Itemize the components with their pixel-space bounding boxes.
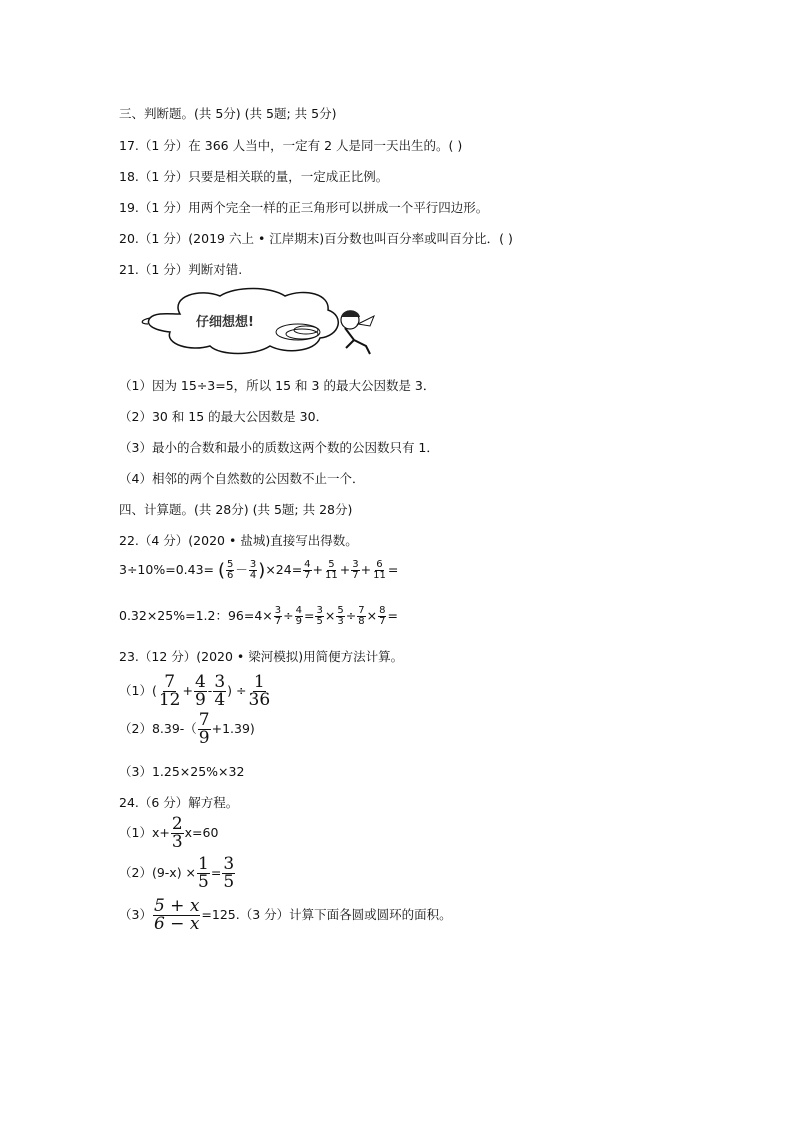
fraction: $\frac{5 + x}{6 - x}$ <box>153 896 200 934</box>
q23-part-1: （1）( $\frac{7}{12}$ + $\frac{4}{9}$ - $\frac{3}{4}$ ) ÷ $\frac{1}{36}$ <box>119 672 271 710</box>
fraction: $\frac{1}{36}$ <box>248 672 271 710</box>
q23-part-3: （3）1.25×25%×32 <box>119 764 245 779</box>
question-22: 22.（4 分）(2020 • 盐城)直接写出得数。 <box>119 533 358 548</box>
q24-part-2: （2）(9-x) × $\frac{1}{5}$ = $\frac{3}{5}$ <box>119 854 235 892</box>
q22-r1-a: 3÷10%= <box>119 562 176 577</box>
q21-item-3: （3）最小的合数和最小的质数这两个数的公因数只有 1． <box>119 440 439 455</box>
fraction: $\frac{4}{9}$ <box>295 605 302 627</box>
fraction: $\frac{3}{7}$ <box>352 559 359 581</box>
fraction: $\frac{3}{7}$ <box>274 605 282 627</box>
q21-item-1: （1）因为 15÷3=5，所以 15 和 3 的最大公因数是 3． <box>119 378 436 393</box>
q21-item-2: （2）30 和 15 的最大公因数是 30． <box>119 409 329 424</box>
question-24: 24.（6 分）解方程。 <box>119 795 239 810</box>
fraction: $\frac{7}{8}$ <box>358 605 365 627</box>
thinking-cloud-illustration <box>140 284 390 364</box>
fraction: $\frac{3}{5}$ <box>223 854 235 892</box>
question-17: 17.（1 分）在 366 人当中，一定有 2 人是同一天出生的。( ) <box>119 138 463 153</box>
fraction: $\frac{3}{4}$ <box>249 559 257 581</box>
q21-item-4: （4）相邻的两个自然数的公因数不止一个． <box>119 471 365 486</box>
q23-part-2: （2）8.39-（ $\frac{7}{9}$ +1.39) <box>119 710 255 748</box>
fraction: $\frac{4}{7}$ <box>304 559 311 581</box>
cloud-text: 仔细想想! <box>196 315 254 330</box>
question-19: 19.（1 分）用两个完全一样的正三角形可以拼成一个平行四边形。 <box>119 200 489 215</box>
question-23: 23.（12 分）(2020 • 梁河模拟)用简便方法计算。 <box>119 649 404 664</box>
question-20: 20.（1 分）(2019 六上 • 江岸期末)百分数也叫百分率或叫百分比．( ) <box>119 231 513 246</box>
fraction: $\frac{5}{3}$ <box>337 605 344 627</box>
paren-close: ) <box>258 560 266 581</box>
q22-r1-b: 0.43= <box>175 562 214 577</box>
question-18: 18.（1 分）只要是相关联的量，一定成正比例。 <box>119 169 389 184</box>
q22-row-2: 0.32×25%=1.2：96=4× $\frac{3}{7}$ ÷ $\frac{4}{9}$ = $\frac{3}{5}$ × $\frac{5}{3}$ ÷ $\frac{7}{8}$ × $\frac{8}{7}$ = <box>119 605 398 627</box>
section-3-heading: 三、判断题。(共 5分) (共 5题; 共 5分) <box>119 106 337 121</box>
fraction: $\frac{3}{4}$ <box>214 672 226 710</box>
fraction: $\frac{7}{9}$ <box>198 710 210 748</box>
fraction: $\frac{8}{7}$ <box>379 605 386 627</box>
paren-open: ( <box>217 560 226 581</box>
fraction: $\frac{7}{12}$ <box>158 672 181 710</box>
q24-part-1: （1）x+ $\frac{2}{3}$ x=60 <box>119 814 219 852</box>
q22-row-1: 3÷10%=0.43= ( $\frac{5}{6}$ － $\frac{3}{4}$ )×24= $\frac{4}{7}$ + $\frac{5}{11}$ + $\frac{3}{7}$ + $\frac{6}{11}$ = <box>119 559 399 581</box>
fraction: $\frac{4}{9}$ <box>194 672 206 710</box>
q24-part-3: （3） $\frac{5 + x}{6 - x}$ =125.（3 分）计算下面各圆或圆环的面积。 <box>119 896 452 934</box>
fraction: $\frac{5}{6}$ <box>227 559 234 581</box>
cartoon-child-icon <box>341 310 374 354</box>
fraction: $\frac{3}{5}$ <box>316 605 323 627</box>
fraction: $\frac{2}{3}$ <box>171 814 183 852</box>
fraction: $\frac{5}{11}$ <box>325 559 338 581</box>
section-4-heading: 四、计算题。(共 28分) (共 5题; 共 28分) <box>119 502 353 517</box>
fraction: $\frac{6}{11}$ <box>373 559 386 581</box>
question-21: 21.（1 分）判断对错. <box>119 262 243 277</box>
fraction: $\frac{1}{5}$ <box>198 854 209 892</box>
